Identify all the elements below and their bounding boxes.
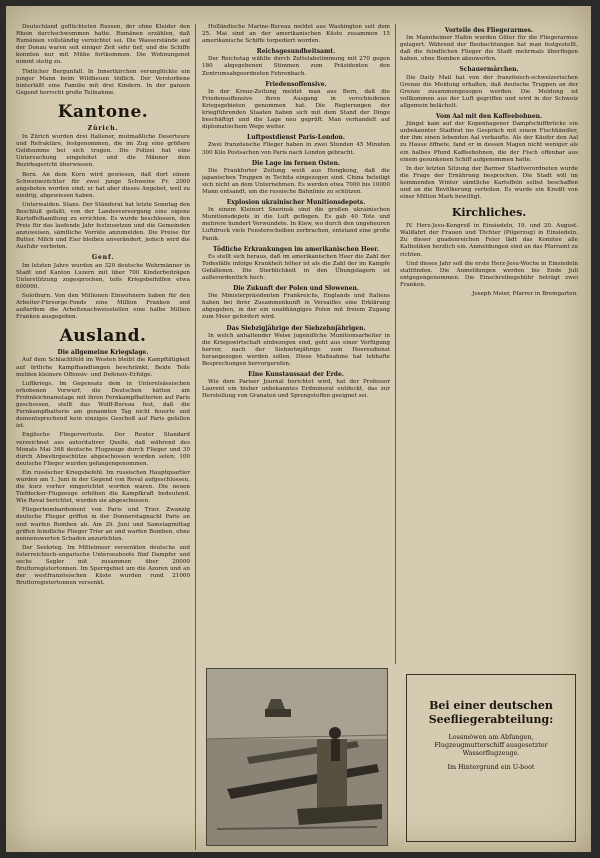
- paragraph: In Zürich wurden drei Italiener, mutmaßliche Deserteure und Refraktäre, festgenommen, die im Zug eine größere Geldsumme bei sich trugen. Die Polizei hat eine Untersuchung eingeleitet und die Männer dem Bezirksgericht überwiesen.: [16, 134, 190, 169]
- paragraph: In einem Kleinort Snerinsk sind die großen ukrainischen Munitionsdepots in die Luft geflogen. Es gab 40 Tote und mehrere hundert Verwundete. In Kiew, wo durch den ungeheuren Luftdruck viele Fensterscheiben zerbrachen, entstand eine große Panik.: [202, 207, 390, 242]
- caption-title: Bei einer deutschen Seefliegerabteilung:: [428, 699, 554, 726]
- paragraph: Bern. An dem Korn wird gewiesen, daß dort einem Schweinezüchter für zwei junge Schweine Fr. 2000 angeboten worden sind; er hat aber dieses Angebot, weil zu niedrig, abgewiesen haben.: [16, 171, 190, 199]
- canton-heading: Zürich.: [87, 124, 119, 132]
- photo-caption-box: [406, 674, 576, 842]
- column-left: [16, 24, 190, 850]
- article-heading: Luftpostdienst Paris-London.: [247, 134, 345, 142]
- paragraph: In welch anhaltender Weise jugendliche Munitionsarbeiter in die Kriegswirtschaft einbezogen sind, geht aus einer Verfügung hervor, nach der Siebzehnjährige zum Heeresdienst herangezogen werden sollen. Diese Maßnahme hat lebhafte Besprechungen hervorgerufen.: [202, 332, 390, 368]
- article-heading: Die allgemeine Kriegslage.: [57, 349, 149, 357]
- article-heading: Schauermärchen.: [459, 66, 519, 74]
- signature-line: Joseph Meier, Pfarrer in Bremgarten.: [472, 291, 578, 297]
- caption-body: Lossmöwen am Abfangen, Flugzeugmutterschiff ausgesetzter Wasserflugzeuge.: [434, 733, 548, 757]
- paragraph: Wie dem Pariser Journal berichtet wird, hat der Professor Laurent ein bisher unbekanntes Erdmineral entdeckt, das zur Herstellung von Granaten und Sprengstoffen geeignet sei.: [202, 379, 390, 400]
- article-heading: Die Zukunft der Polen und Slowenen.: [233, 285, 359, 293]
- paragraph: Die Frankfurter Zeitung weiß aus Hongkong, daß die japanischen Truppen in Tschita eingezogen sind. China beteiligt sich nicht an dem Unternehmen. Es werden etwa 7000 bis 10000 Mann entsandt, um die russische Bahnlinie zu schützen.: [202, 167, 390, 195]
- paragraph: Tödlicher Bergunfall. In Innertkirchen verunglückte ein junger Mann beim Wildheuen tödlich. Der Verstorbene hinterläßt eine Familie mit drei Kindern. In der ganzen Gegend herrscht große Teilnahme.: [16, 68, 190, 96]
- paragraph: Im letzten Jahre wurden an 320 deutsche Wehrmänner in Stadt und Kanton Luzern mit über 700 Kinderbeiträgen Unterstützung zugesprochen, teils Kriegsbeihilfen etwa 600000.: [16, 262, 190, 290]
- paragraph: IV. Herz-Jesu-Kongreß in Einsiedeln, 19. und 20. August. Wallfahrt der Frauen und Töchter (Pilgerzug) in Einsiedeln. Zu dieser gnadenreichen Feier lädt das Komitee alle Katholiken herzlich ein. Anmeldungen sind an das Pfarramt zu richten.: [400, 223, 578, 258]
- paragraph: Fliegerbombardement von Paris und Trier. Zwanzig deutsche Flieger griffen in der Donnerstagnacht Paris an und warfen Bomben ab. Am 29. Juni und Samstagmittag griffen feindliche Flieger Trier an und warfen Bomben, ohne nennenswerten Schaden anzurichten.: [16, 507, 190, 542]
- paragraph: Englische Fliegerverluste. Der Reuter Standard verzeichnet aus autoritativer Quelle, daß während des Monats Mai 368 deutsche Flugzeuge durch Flieger und 30 durch Abwehrgeschütze abgeschossen worden seien; 100 deutsche Flieger wurden gefangengenommen.: [16, 432, 190, 467]
- article-heading: Das Siebzigjährige der Siebzehnjährigen.: [226, 324, 366, 332]
- paragraph: In der Kreuz-Zeitung meldet man aus Bern, daß die Friedensoffensive ihren Ausgang in verschiedenen Kriegsgebieten genommen hat. Die Regierungen der kriegführenden Staaten haben sich mit dem Stand der Dinge beschäftigt und die Lage neu geprüft. Man verhandelt auf diplomatischem Wege weiter.: [202, 88, 390, 131]
- article-heading: Friedensoffensive.: [265, 80, 327, 88]
- paragraph: Luftkriegs. Im Gegensatz dem in Unterelsässischen erhobenen Vorwurf, die Deutschen hätten am Frohnleichnamstage mit ihren Fernkampfbatterien auf Paris geschossen, stellt das Wolff-Bureau fest, daß die Fernkampfbatterie am genannten Tag nicht feuerte und dementsprechend kein einziges Geschoß auf Paris gefallen ist.: [16, 380, 190, 430]
- paragraph: Der Seekrieg. Im Mittelmeer versenkten deutsche und österreichisch-ungarische Unterseeboote fünf Dampfer und sechs Segler mit zusammen über 20000 Bruttoregistertonnen. Im Sperrgebiet um die Azoren und an der westfranzösischen Küste wurden rund 21000 Bruttoregistertonnen versenkt.: [16, 544, 190, 587]
- canton-heading: Genf.: [91, 253, 115, 261]
- seaplane-photo: [206, 668, 388, 846]
- seaplane-illustration: [207, 669, 387, 845]
- caption-footnote: Im Hintergrund ein U-boot: [447, 763, 535, 771]
- paragraph: Auf dem Schlachtfeld im Westen bleibt die Kampftätigkeit auf örtliche Kampfhandlungen beschränkt. Beide Teile melden kleinere Offensiv- und Defensiv-Erfolge.: [16, 357, 190, 378]
- column-divider: [395, 24, 396, 664]
- paragraph: Es stellt sich heraus, daß im amerikanischen Heer die Zahl der Todesfälle infolge Krankheit höher ist als die Zahl der im Kampfe Gefallenen. Die Sterblichkeit in den Übungslagern ist außerordentlich hoch.: [202, 253, 390, 281]
- paragraph: In der letzten Sitzung der Barmer Stadtverordneten wurde die Frage der Ernährung besprochen. Die Stadt will im kommenden Winter sämtliche Kartoffeln selbst beschaffen und an die Bevölkerung verteilen. Es wurde ein Kredit von einer Million Mark bewilligt.: [400, 165, 578, 201]
- newspaper-page: [6, 6, 591, 852]
- column-right: [400, 24, 578, 664]
- article-heading: Reichsgesundheitsamt.: [256, 48, 336, 56]
- paragraph: Die Daily Mail hat von der französisch-schweizerischen Grenze die Meldung erhalten, daß deutsche Truppen an der Grenze zusammengezogen werden. Die Meldung ist vollkommen aus der Luft gegriffen und wird in der Schweiz allgemein belächelt.: [400, 74, 578, 109]
- paragraph: Zwei französische Flieger haben in zwei Stunden 45 Minuten 300 Kilo Postsachen von Paris nach London gebracht.: [202, 142, 390, 156]
- article-heading: Die Lage im fernen Osten.: [251, 159, 341, 167]
- section-heading-kirchliches: Kirchliches.: [451, 206, 527, 220]
- paragraph: Solothurn. Von den Millionen Einwohnern haben für den Arbeiter-Fürsorge-Fonds eine Million Franken und außerdem die Arbeitsnachweisstellen eine halbe Million Franken ausgegeben.: [16, 293, 190, 321]
- paragraph: Deutschland geflüchteten Russen, der ohne Kleider den Rhein durchschwommen hatte. Rumänen erzählen, daß Rumänien vollständig vernichtet sei. Die Wasserstände auf der Donau waren seit einiger Zeit sehr tief, und die Schiffe konnten nur mit Mühe fortkommen. Die Wohnungsnot nimmt stetig zu.: [16, 24, 190, 66]
- column-divider: [195, 24, 196, 850]
- section-heading-ausland: Ausland.: [59, 326, 147, 347]
- paragraph: Im Mannheimer Hafen wurden Güter für die Fliegerarmee gelagert. Während der Beobachtungen hat man festgestellt, daß die feindlichen Flieger die Stadt mehrmals überflogen haben, ohne Bomben abzuwerfen.: [400, 35, 578, 63]
- column-middle: [202, 24, 390, 664]
- paragraph: Die Ministerpräsidenten Frankreichs, Englands und Italiens haben bei ihrer Zusammenkunft in Versailles eine Erklärung abgegeben, in der ein unabhängiges Polen mit freiem Zugang zum Meer gefordert wird.: [202, 293, 390, 321]
- paragraph: Holländische Marine-Bureau meldet aus Washington seit dem 25. Mai sind an der amerikanischen Küste zusammen 15 amerikanische Schiffe torpediert worden.: [202, 24, 390, 45]
- paragraph: Der Reichstag wählte durch Zettelabstimmung mit 270 gegen 180 abgegebenen Stimmen zum Präsidenten den Zentrumsabgeordneten Fehrenbach.: [202, 56, 390, 77]
- section-heading-kantone: Kantone.: [57, 101, 149, 122]
- article-heading: Eine Kunstaussaat der Erde.: [248, 371, 344, 379]
- paragraph: Und dieses Jahr soll die erste Herz-Jesu-Woche in Einsiedeln stattfinden. Die Anmeldungen werden bis Ende Juli entgegengenommen. Die Einschreibegebühr beträgt zwei Franken.: [400, 260, 578, 288]
- article-heading: Tödliche Erkrankungen im amerikanischen Heer.: [213, 245, 379, 253]
- article-heading: Vom Aal mit den Kaffeebohnen.: [435, 113, 543, 121]
- article-heading: Explosion ukrainischer Munitionsdepots.: [226, 199, 366, 207]
- article-heading: Vorteile des Fliegerarmes.: [444, 27, 534, 34]
- paragraph: Jüngst kam auf der Kopenhagener Dampfschiffbrücke ein unbekannter Stadtrat ins Gespräch mit einem Fischhändler, der ihm einen lebenden Aal verkaufte. Als der Käufer den Aal zu Hause öffnete, fand er in dessen Magen nicht weniger als ein halbes Pfund Kaffeebohnen, die der Fisch offenbar aus einem gesunkenen Schiff aufgenommen hatte.: [400, 121, 578, 163]
- paragraph: Unterwalden. Stans. Der Ständerat hat letzte Sonntag den Beschluß gefaßt, von der Landesversorgung eine eigene Kartoffelhandlung zu errichten. Es wurde beschlossen, den Preis für das laufende Jahr festzusetzen und die Gemeinden anzuweisen, sämtliche Vorräte anzumelden. Die Preise für Butter, Milch und Eier bleiben unverändert, jedoch wird die Ausfuhr verboten.: [16, 201, 190, 251]
- paragraph: Ein russischer Kriegsbefehl. Im russischen Hauptquartier wurden am 1. Juni in der Gegend von Reval aufgeschlossen, die kurz vorher eingerichtet worden waren. Die neuen Tiefdecker-Flugzeuge erhöhen die Kampfkraft bedeutend. Wie Reval berichtet, wurden sie abgeschossen.: [16, 469, 190, 505]
